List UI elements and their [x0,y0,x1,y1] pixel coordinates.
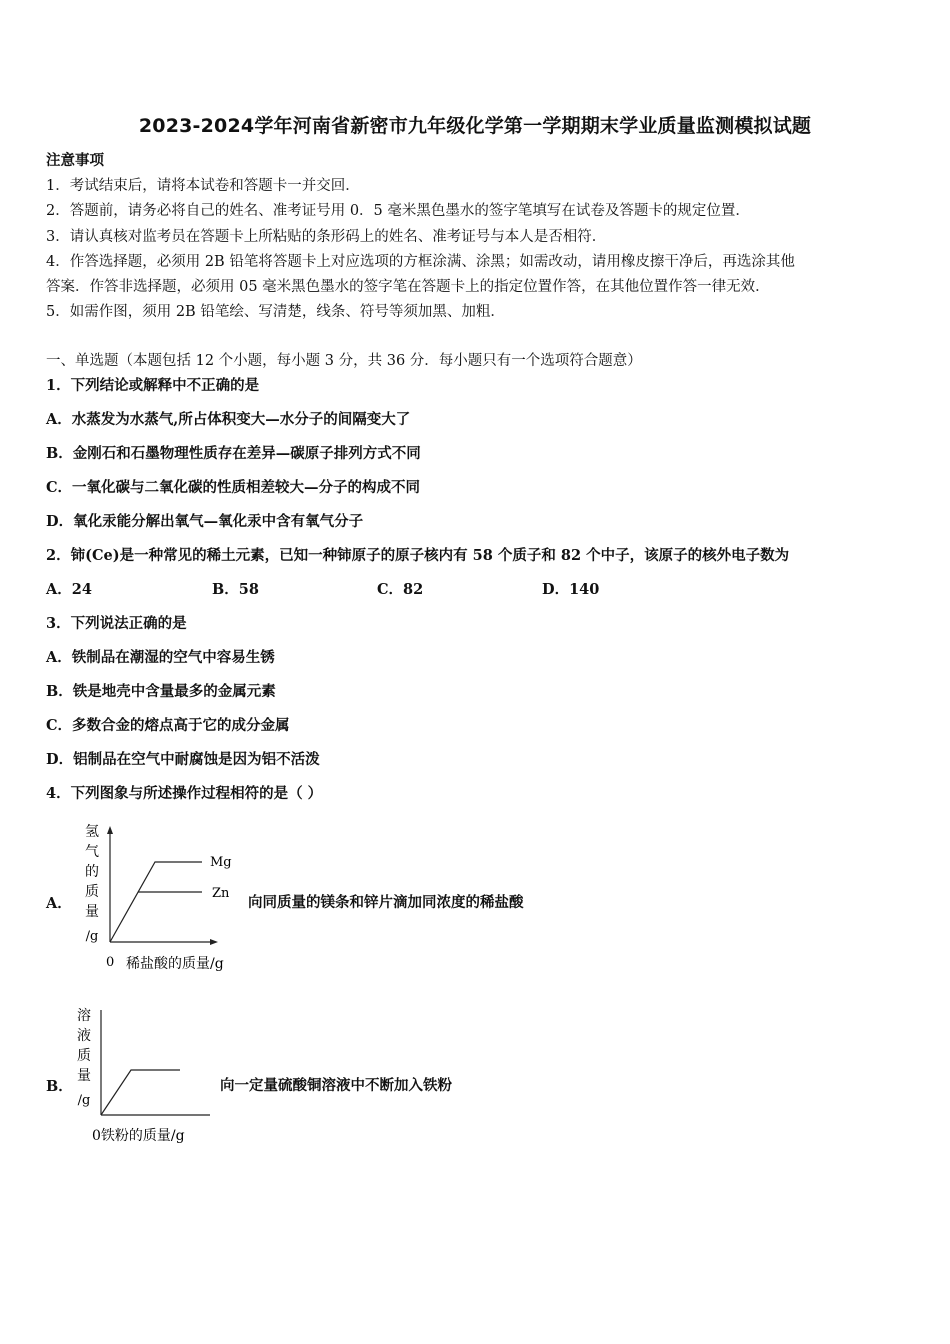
q2-option-a: A．24 [46,581,92,598]
q2-option-b: B．58 [212,581,259,598]
graph-a-ylabel-char: 气 [85,844,99,860]
q1-option-c: C．一氧化碳与二氧化碳的性质相差较大—分子的构成不同 [46,479,421,496]
q4-option-a-letter: A． [46,895,72,912]
question-3-stem: 3．下列说法正确的是 [46,615,187,632]
q3-option-c: C．多数合金的熔点高于它的成分金属 [46,717,290,734]
notice-heading: 注意事项 [46,152,104,169]
question-2-stem: 2．铈(Ce)是一种常见的稀土元素，已知一种铈原子的原子核内有 58 个质子和 82 个中子，该原子的核外电子数为 [46,547,790,564]
notice-item: 答案．作答非选择题，必须用 05 毫米黑色墨水的签字笔在答题卡上的指定位置作答，在其他位置作答一律无效． [46,279,770,295]
question-4-stem: 4．下列图象与所述操作过程相符的是（ ） [46,785,323,802]
graph-b-line [101,1070,180,1115]
section-heading: 一、单选题（本题包括 12 个小题，每小题 3 分，共 36 分．每小题只有一个选项符合题意） [46,353,642,369]
graph-b-xlabel: 0铁粉的质量/g [92,1128,185,1144]
q3-option-d: D．铝制品在空气中耐腐蚀是因为铝不活泼 [46,751,320,768]
q2-option-d: D．140 [542,581,600,598]
graph-a-ylabel-char: 氢 [85,824,99,840]
graph-b-ylabel-char: /g [77,1093,91,1108]
graph-a-mg-line [110,862,202,942]
q3-option-a: A．铁制品在潮湿的空气中容易生锈 [46,649,275,666]
graph-b-ylabel-char: 溶 [77,1008,91,1024]
graph-a-mg-label: Mg [210,855,232,870]
graph-a-ylabel-char: 质 [85,884,99,900]
notice-item: 4．作答选择题，必须用 2B 铅笔将答题卡上对应选项的方框涂满、涂黑；如需改动，请用橡皮擦干净后，再选涂其他 [46,254,795,270]
graph-a-y-arrow [107,826,113,834]
q4-graph-a [70,818,250,978]
graph-b-ylabel-char: 质 [77,1048,91,1064]
q4-option-b-desc: 向一定量硫酸铜溶液中不断加入铁粉 [220,1077,452,1094]
page-title: 2023-2024学年河南省新密市九年级化学第一学期期末学业质量监测模拟试题 [138,115,812,137]
graph-a-ylabel-char: 的 [85,864,99,880]
graph-a-ylabel-char: 量 [85,904,99,920]
question-1-stem: 1．下列结论或解释中不正确的是 [46,377,260,394]
q4-option-b-letter: B． [46,1078,73,1095]
q1-option-a: A．水蒸发为水蒸气,所占体积变大—水分子的间隔变大了 [46,411,411,428]
notice-item: 5．如需作图，须用 2B 铅笔绘、写清楚，线条、符号等须加黑、加粗． [46,304,505,320]
graph-a-ylabel-char: /g [85,929,99,944]
notice-item: 2．答题前，请务必将自己的姓名、准考证号用 0．5 毫米黑色墨水的签字笔填写在试卷及答题卡的规定位置． [46,203,750,219]
graph-a-xlabel: 稀盐酸的质量/g [126,956,224,972]
graph-b-ylabel-char: 液 [77,1028,91,1044]
q3-option-b: B．铁是地壳中含量最多的金属元素 [46,683,276,700]
q1-option-d: D．氧化汞能分解出氧气—氧化汞中含有氧气分子 [46,513,364,530]
notice-item: 3．请认真核对监考员在答题卡上所粘贴的条形码上的姓名、准考证号与本人是否相符． [46,229,607,245]
graph-b-ylabel-char: 量 [77,1068,91,1084]
notice-item: 1．考试结束后，请将本试卷和答题卡一并交回． [46,178,360,194]
q2-option-c: C．82 [377,581,424,598]
graph-a-x-arrow [210,939,218,945]
q4-option-a-desc: 向同质量的镁条和锌片滴加同浓度的稀盐酸 [248,894,524,911]
q1-option-b: B．金刚石和石墨物理性质存在差异—碳原子排列方式不同 [46,445,421,462]
graph-a-origin: 0 [106,955,115,970]
q4-graph-b [70,1000,220,1150]
graph-a-zn-label: Zn [212,886,230,901]
